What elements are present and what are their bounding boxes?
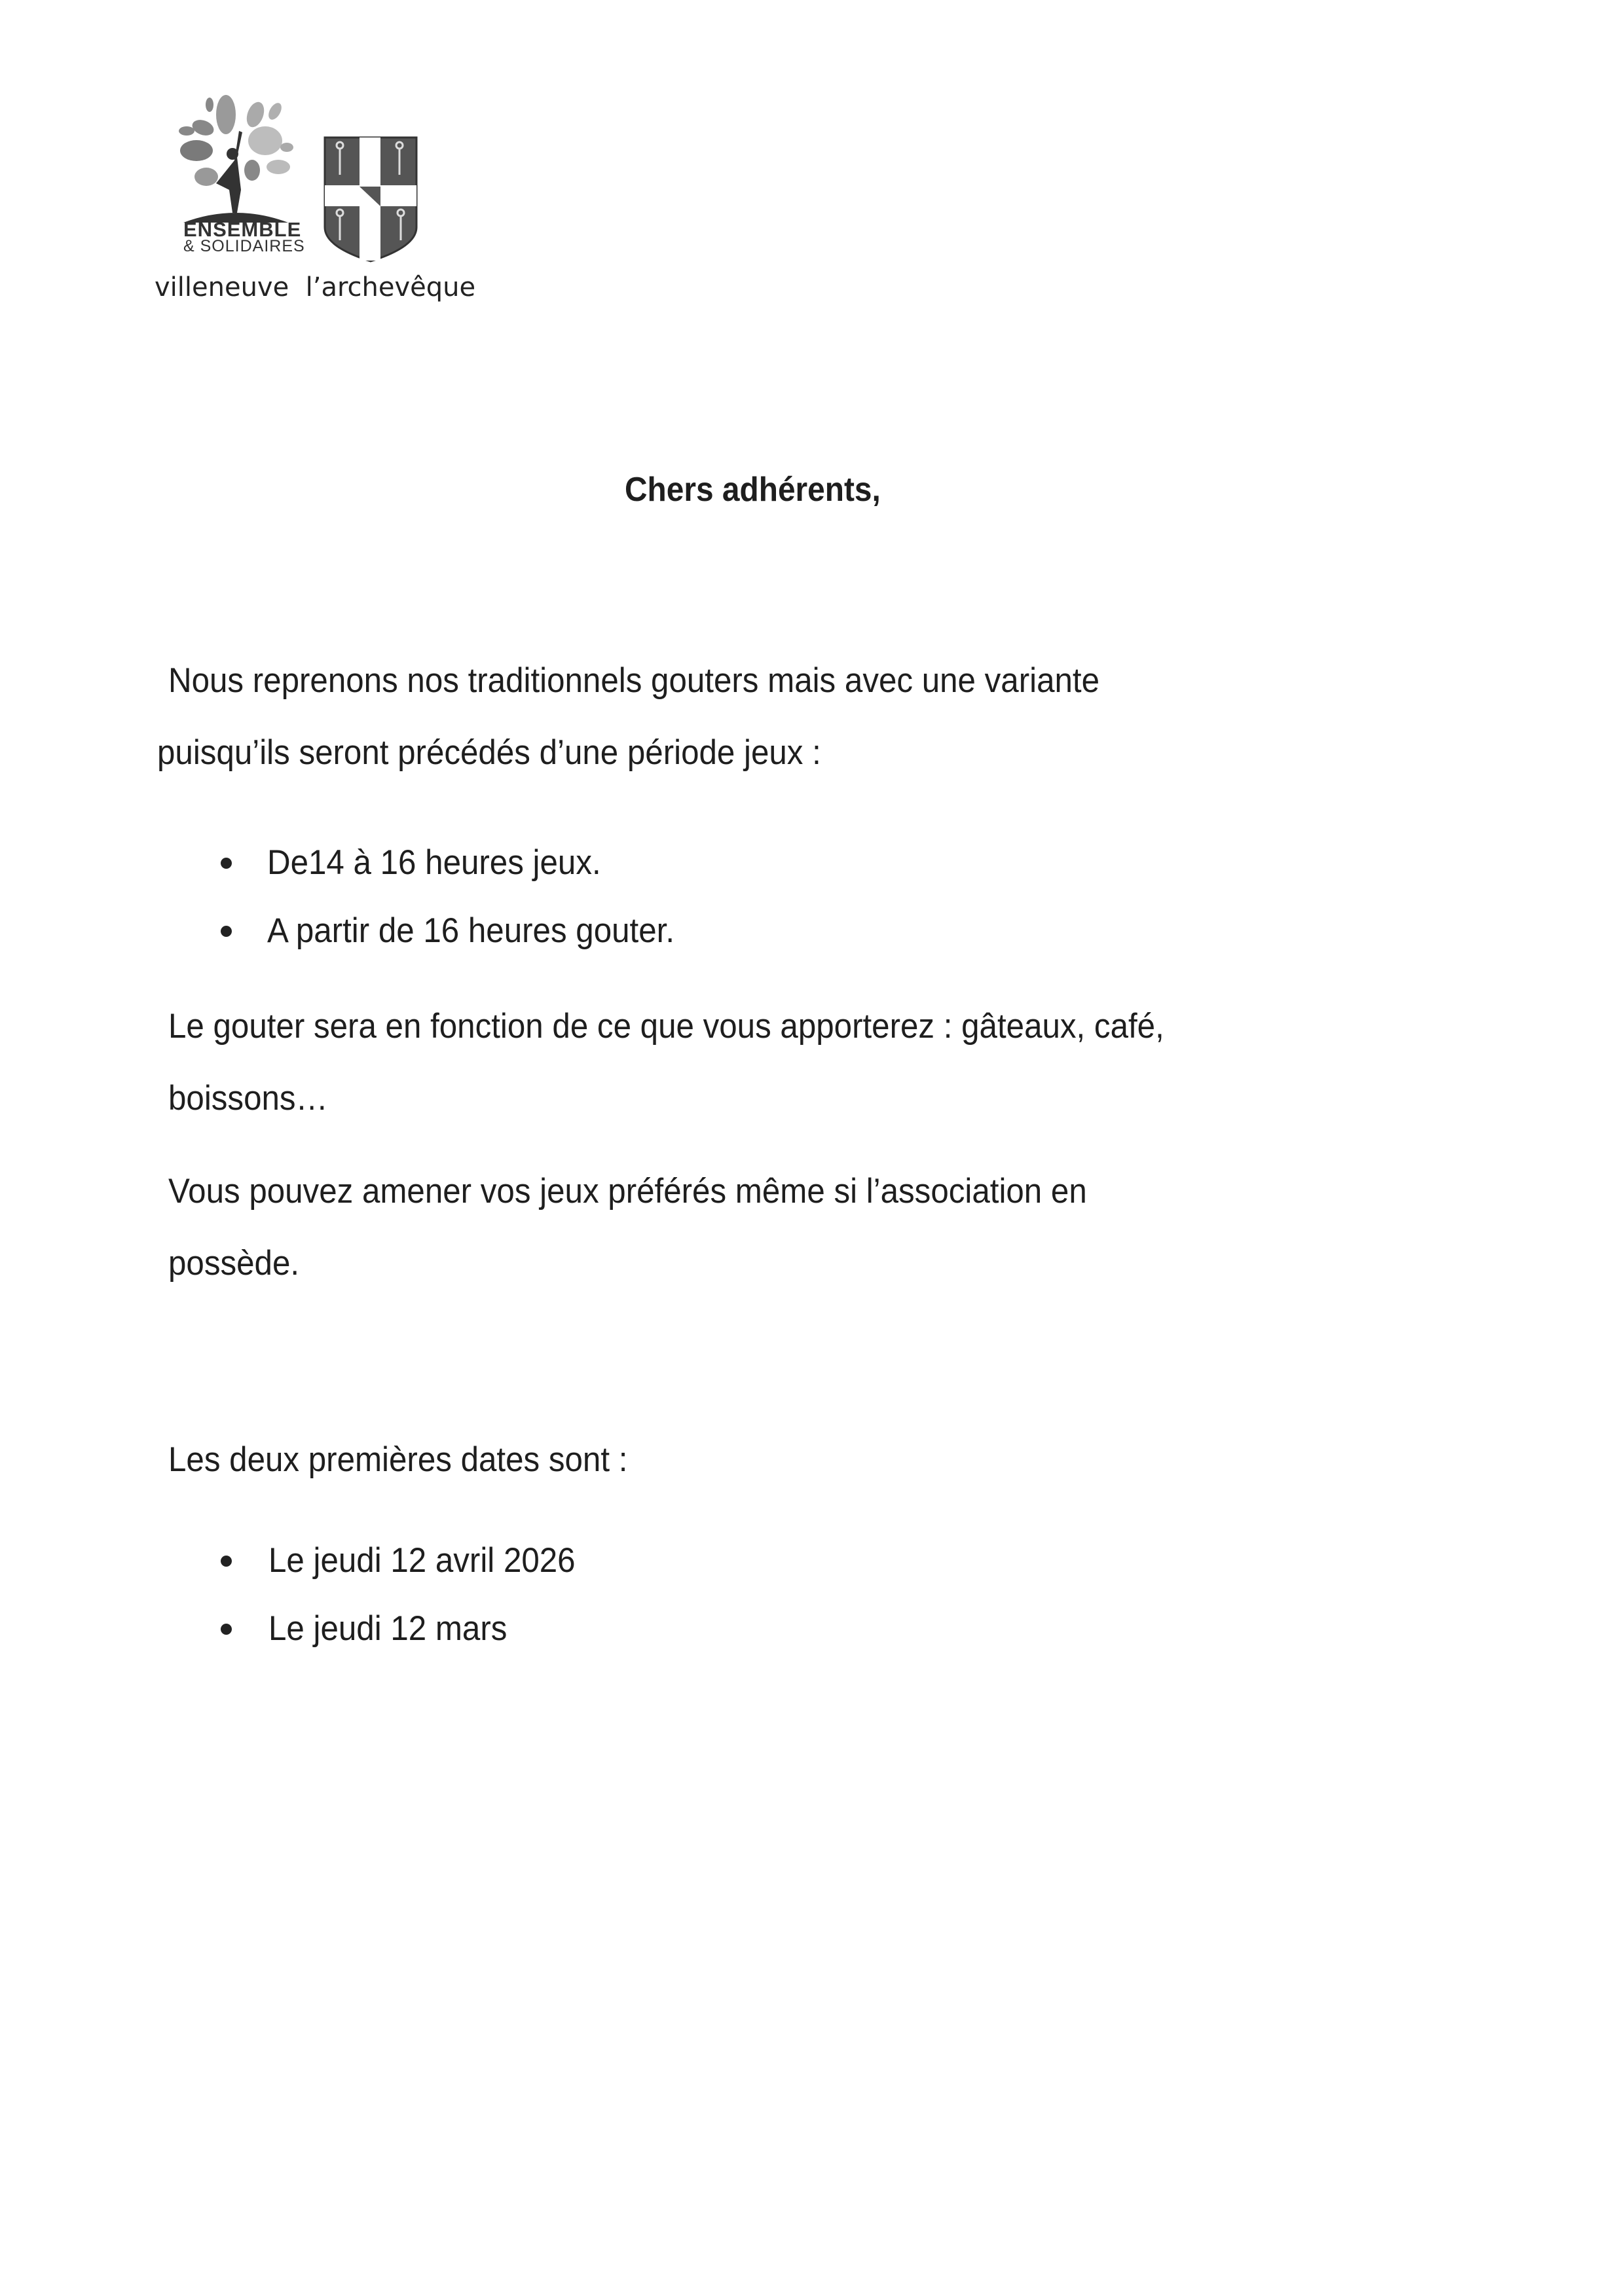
shield-icon [323,136,418,263]
snack-line-1: Le gouter sera en fonction de ce que vous apporterez : gâteaux, café, [168,1007,1164,1046]
tree-figure-icon [177,92,301,223]
snack-line-2: boissons… [168,1079,328,1118]
intro-line-1: Nous reprenons nos traditionnels gouters mais avec une variante [168,661,1099,700]
bullet-dot [221,1624,232,1635]
games-line-2: possède. [168,1244,300,1283]
logo-text-ensemble: ENSEMBLE [183,218,302,241]
games-line-1: Vous pouvez amener vos jeux préférés même si l’association en [168,1172,1087,1211]
date-item: Le jeudi 12 mars [268,1609,507,1648]
bullet-dot [221,858,232,869]
dates-intro: Les deux premières dates sont : [168,1440,628,1479]
ensemble-solidaires-logo [177,92,301,223]
schedule-item: De14 à 16 heures jeux. [267,843,601,882]
logo-text-solidaires: & SOLIDAIRES [183,237,305,255]
coat-of-arms-shield [323,136,418,263]
greeting: Chers adhérents, [625,471,881,509]
intro-line-2: puisqu’ils seront précédés d’une période jeux : [157,733,821,772]
schedule-item: A partir de 16 heures gouter. [267,911,675,950]
bullet-dot [221,1556,232,1567]
bullet-dot [221,926,232,937]
town-name: villeneuve l’archevêque [155,272,476,302]
date-item: Le jeudi 12 avril 2026 [268,1541,576,1580]
